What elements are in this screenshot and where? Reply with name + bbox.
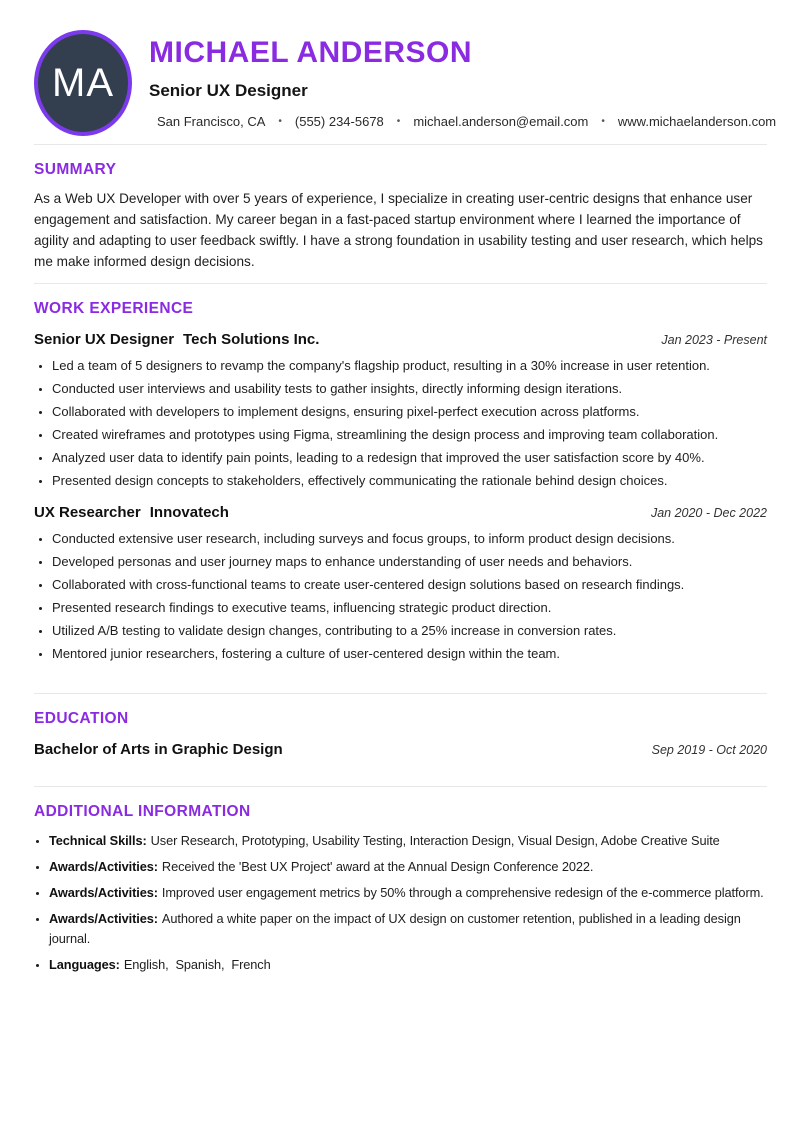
job-bullet: • Analyzed user data to identify pain points, leading to a redesign that improved the user satisfaction score by 40%.: [52, 448, 767, 467]
additional-info-label: Awards/Activities:: [49, 885, 158, 900]
job-bullet: • Mentored junior researchers, fostering a culture of user-centered design within the team.: [52, 644, 767, 663]
job-bullet: • Presented research findings to executive teams, influencing strategic product direction.: [52, 598, 767, 617]
work-experience-section: [34, 300, 767, 663]
additional-info-text: Received the 'Best UX Project' award at the Annual Design Conference 2022.: [161, 859, 594, 874]
job-entry: [34, 504, 767, 663]
additional-info-text: User Research, Prototyping, Usability Testing, Interaction Design, Visual Design, Adobe Creative Suite: [150, 833, 720, 848]
avatar-initials: MA: [52, 60, 114, 105]
additional-info-text: Authored a white paper on the impact of UX design on customer retention, published in a leading design journal.: [49, 911, 745, 946]
candidate-title: Senior UX Designer: [149, 81, 308, 100]
section-divider: [34, 144, 767, 145]
contact-website[interactable]: www.michaelanderson.com: [617, 114, 777, 129]
additional-info-label: Technical Skills:: [49, 833, 147, 848]
job-bullet-list: [34, 529, 767, 663]
job-entry: [34, 331, 767, 490]
work-experience-heading: WORK EXPERIENCE: [34, 300, 194, 317]
avatar: [34, 30, 132, 136]
additional-info-label: Awards/Activities:: [49, 859, 158, 874]
job-bullet: • Created wireframes and prototypes using Figma, streamlining the design process and improving team collaboration.: [52, 425, 767, 444]
job-title: UX Researcher: [34, 504, 141, 521]
contact-separator-dot: •: [601, 116, 605, 127]
job-header: [34, 504, 767, 521]
job-title: Senior UX Designer: [34, 331, 175, 348]
education-dates: Sep 2019 - Oct 2020: [651, 743, 767, 757]
job-bullet: • Collaborated with cross-functional teams to create user-centered design solutions based on research findings.: [52, 575, 767, 594]
education-section: [34, 710, 767, 758]
job-dates: Jan 2023 - Present: [661, 333, 767, 347]
job-header: [34, 331, 767, 348]
job-bullet: • Presented design concepts to stakeholders, effectively communicating the rationale behind design choices.: [52, 471, 767, 490]
candidate-name: MICHAEL ANDERSON: [149, 36, 473, 69]
job-bullet: • Collaborated with developers to implement designs, ensuring pixel-perfect execution across platforms.: [52, 402, 767, 421]
additional-info-text: English, Spanish, French: [123, 957, 271, 972]
contact-phone: (555) 234-5678: [294, 114, 384, 129]
section-divider: [34, 786, 767, 787]
additional-info-label: Languages:: [49, 957, 120, 972]
additional-information-section: [34, 803, 767, 975]
job-title-line: [34, 504, 229, 521]
additional-info-item: [49, 883, 767, 903]
job-bullet: • Conducted user interviews and usability tests to gather insights, directly informing design iterations.: [52, 379, 767, 398]
contact-separator-dot: •: [396, 116, 401, 127]
contact-location: San Francisco, CA: [157, 114, 266, 129]
resume-header: [34, 30, 777, 136]
job-bullet: • Conducted extensive user research, including surveys and focus groups, to inform product design decisions.: [52, 529, 767, 548]
header-text-block: [149, 30, 777, 129]
education-entry: [34, 741, 767, 758]
additional-info-item: [49, 857, 767, 877]
additional-information-heading: ADDITIONAL INFORMATION: [34, 803, 251, 820]
additional-info-text: Improved user engagement metrics by 50% through a comprehensive redesign of the e-commerce platform.: [161, 885, 764, 900]
additional-info-item: [49, 955, 767, 975]
job-bullet: • Led a team of 5 designers to revamp the company's flagship product, resulting in a 30% increase in user retention.: [52, 356, 767, 375]
additional-info-list: [34, 831, 767, 975]
job-company: Innovatech: [149, 504, 229, 521]
job-bullet: • Utilized A/B testing to validate design changes, contributing to a 25% increase in conversion rates.: [52, 621, 767, 640]
education-degree: Bachelor of Arts in Graphic Design: [34, 741, 283, 758]
contact-email[interactable]: michael.anderson@email.com: [413, 114, 589, 129]
contact-row: [157, 114, 777, 129]
job-title-line: [34, 331, 319, 348]
additional-info-label: Awards/Activities:: [49, 911, 158, 926]
summary-text: As a Web UX Developer with over 5 years of experience, I specialize in creating user-centric designs that enhance user engagement and satisfaction. My career began in a fast-paced startup environment where I learned the importance of agility and adapting to user feedback swiftly. I have a strong foundation in usability testing and user research, which helps me make informed design decisions.: [34, 191, 763, 269]
job-bullet-list: [34, 356, 767, 490]
job-bullet: • Developed personas and user journey maps to enhance understanding of user needs and behaviors.: [52, 552, 767, 571]
summary-section: [34, 161, 767, 272]
summary-heading: SUMMARY: [34, 161, 117, 178]
section-divider: [34, 283, 767, 284]
job-dates: Jan 2020 - Dec 2022: [650, 506, 767, 520]
section-divider: [34, 693, 767, 694]
education-heading: EDUCATION: [34, 710, 129, 727]
additional-info-item: [49, 909, 767, 949]
additional-info-item: [49, 831, 767, 851]
contact-separator-dot: •: [278, 116, 282, 127]
job-company: Tech Solutions Inc.: [183, 331, 320, 348]
